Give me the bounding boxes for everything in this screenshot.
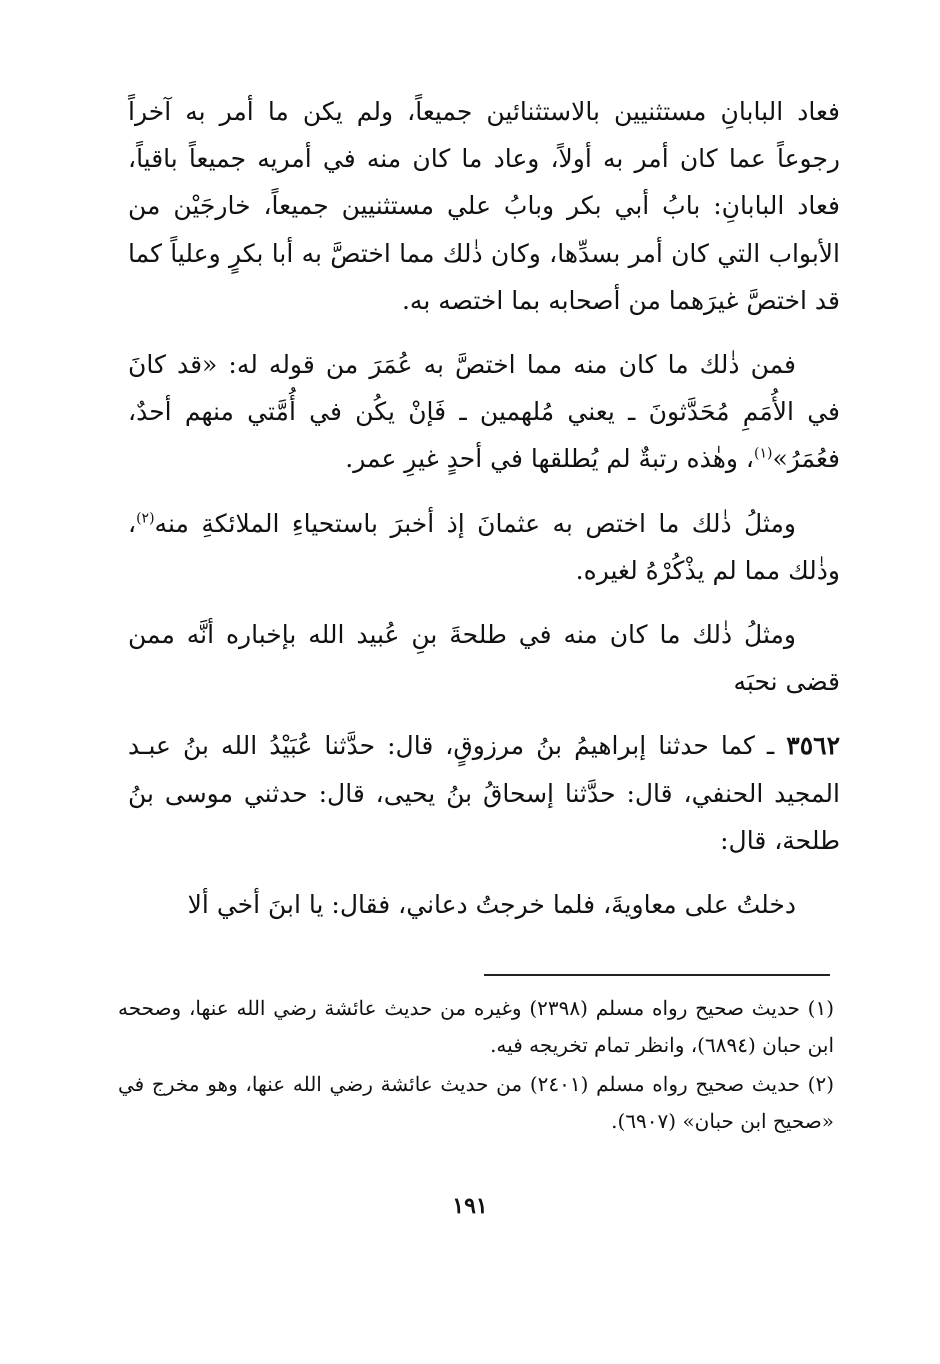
main-text-body <box>128 88 840 945</box>
footnote-2: (٢) حديث صحيح رواه مسلم (٢٤٠١) من حديث عائشة رضي الله عنها، وهو مخرج في «صحيح ابن حبان» (٦٩٠٧). <box>118 1072 834 1133</box>
paragraph-3 <box>128 500 840 594</box>
paragraph-5-hadith <box>128 722 840 864</box>
footnote-ref-1: (١) <box>753 446 773 463</box>
footnotes-section <box>118 990 834 1142</box>
paragraph-6: دخلتُ على معاويةَ، فلما خرجتُ دعاني، فقال: يا ابنَ أخي ألا <box>187 890 796 920</box>
paragraph-2 <box>128 341 840 483</box>
paragraph-3-text: ومثلُ ذٰلك ما اختص به عثمانَ إذ أخبرَ باستحياءِ الملائكةِ منه <box>154 508 796 538</box>
paragraph-4: ومثلُ ذٰلك ما كان منه في طلحةَ بنِ عُبيد الله بإخباره أنَّه ممن قضى نحبَه <box>128 620 840 697</box>
hadith-chain: ـ كما حدثنا إبراهيمُ بنُ مرزوقٍ، قال: حدَّثنا عُبَيْدُ الله بنُ عبـد المجيد الحنفي، قال: حدَّثنا إسحاقُ بنُ يحيى، قال: حدثني موسى بنُ طلحة، قال: <box>128 731 840 855</box>
footnote-separator <box>484 974 830 976</box>
page-number: ١٩١ <box>452 1193 488 1219</box>
paragraph-3-tail: ، وذٰلك مما لم يذْكُرْهُ لغيره. <box>128 508 840 585</box>
hadith-number: ٣٥٦٢ <box>786 731 840 761</box>
footnote-ref-2: (٢) <box>136 510 155 527</box>
footnote-1: (١) حديث صحيح رواه مسلم (٢٣٩٨) وغيره من حديث عائشة رضي الله عنها، وصححه ابن حبان (٦٨٩٤)، وانظر تمام تخريجه فيه. <box>118 996 834 1057</box>
paragraph-2-text: فمن ذٰلك ما كان منه مما اختصَّ به عُمَرَ من قوله له: «قد كانَ في الأُمَمِ مُحَدَّثونَ ـ يعني مُلهمين ـ فَإنْ يكُن في أُمَّتي منهم أحدٌ، فعُمَرُ» <box>128 350 840 474</box>
paragraph-2-tail: ، وهٰذه رتبةٌ لم يُطلقها في أحدٍ غيرِ عمر. <box>345 444 754 474</box>
paragraph-1: فعاد البابانِ مستثنيين بالاستثنائين جميعاً، ولم يكن ما أمر به آخراً رجوعاً عما كان أمر به أولاً، وعاد ما كان منه في أمريه جميعاً باقياً، فعاد البابانِ: بابُ أبي بكر وبابُ علي مستثنيين جميعاً، خارجَيْن من الأبواب التي كان أمر بسدِّها، وكان ذٰلك مما اختصَّ به أبا بكرٍ وعلياً كما قد اختصَّ غيرَهما من أصحابه بما اختصه به. <box>128 97 840 315</box>
